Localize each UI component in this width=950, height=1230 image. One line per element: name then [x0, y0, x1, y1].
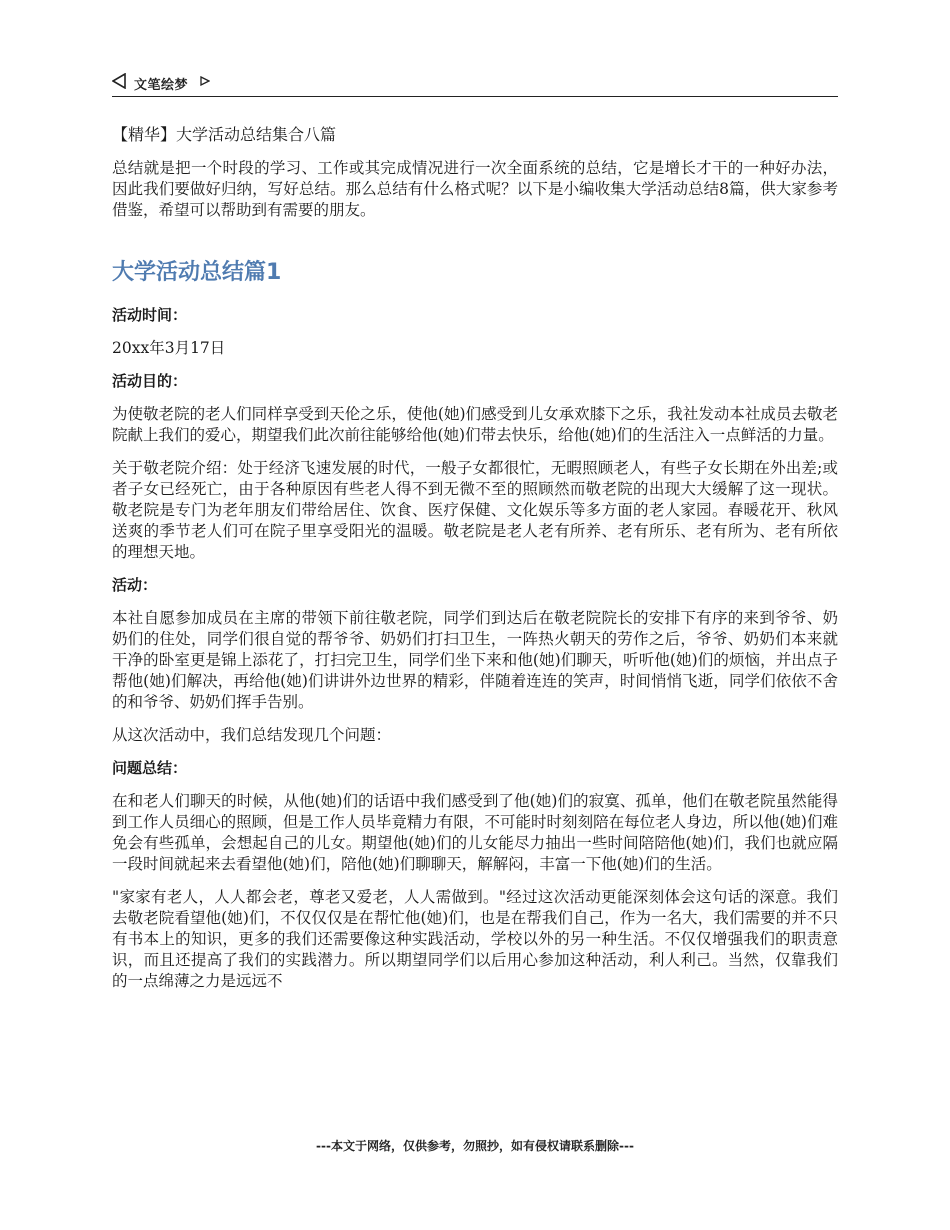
activity-time-label: 活动时间：: [112, 306, 188, 324]
closing-paragraph: "家家有老人，人人都会老，尊老又爱老，人人需做到。"经过这次活动更能深刻体会这句话的深意。我们去敬老院看望他(她)们，不仅仅仅是在帮忙他(她)们，也是在帮我们自己，作为一名大，我们需要的并不只有书本上的知识，更多的我们还需要像这种实践活动，学校以外的另一种生活。不仅仅增强我们的职责意识，而且还提高了我们的实践潜力。所以期望同学们以后用心参加这种活动，利人利己。当然，仅靠我们的一点绵薄之力是远远不: [112, 888, 838, 990]
problems-summary-label: 问题总结：: [112, 759, 188, 777]
activity-paragraph: 本社自愿参加成员在主席的带领下前往敬老院，同学们到达后在敬老院院长的安排下有序的来到爷爷、奶奶们的住处，同学们很自觉的帮爷爷、奶奶们打扫卫生，一阵热火朝天的劳作之后，爷爷、奶奶们本来就干净的卧室更是锦上添花了，打扫完卫生，同学们坐下来和他(她)们聊天，听听他(她)们的烦恼，并出点子帮他(她)们解决，再给他(她)们讲讲外边世界的精彩，伴随着连连的笑声，时间悄悄飞逝，同学们依依不舍的和爷爷、奶奶们挥手告别。: [112, 609, 838, 711]
activity-purpose-paragraph: 为使敬老院的老人们同样享受到天伦之乐，使他(她)们感受到儿女承欢膝下之乐，我社发动本社成员去敬老院献上我们的爱心，期望我们此次前往能够给他(她)们带去快乐，给他(她)们的生活注入一点鲜活的力量。: [112, 405, 838, 444]
activity-time-value: 20xx年3月17日: [112, 339, 226, 357]
triangle-right-icon: [200, 75, 210, 85]
document-body: [112, 124, 838, 1004]
problems-summary-paragraph: 在和老人们聊天的时候，从他(她)们的话语中我们感受到了他(她)们的寂寞、孤单，他们在敬老院虽然能得到工作人员细心的照顾，但是工作人员毕竟精力有限，不可能时时刻刻陪在每位老人身边，所以他(她)们难免会有些孤单，会想起自己的儿女。期望他(她)们的儿女能尽力抽出一些时间陪陪他(她)们，我们也就应隔一段时间就起来去看望他(她)们，陪他(她)们聊聊天，解解闷，丰富一下他(她)们的生活。: [112, 792, 838, 873]
section-heading: 大学活动总结篇1: [112, 260, 282, 285]
brand-name: 文笔绘梦: [134, 78, 189, 93]
page-footer: ---本文于网络，仅供参考，勿照抄，如有侵权请联系删除---: [316, 1139, 634, 1153]
activity-purpose-label: 活动目的：: [112, 372, 188, 390]
activity-label: 活动：: [112, 576, 158, 594]
page-header: [112, 70, 838, 97]
nursing-home-intro-paragraph: 关于敬老院介绍：处于经济飞速发展的时代，一般子女都很忙，无暇照顾老人，有些子女长期在外出差;或者子女已经死亡，由于各种原因有些老人得不到无微不至的照顾然而敬老院的出现大大缓解了这一现状。敬老院是专门为老年朋友们带给居住、饮食、医疗保健、文化娱乐等多方面的老人家园。春暖花开、秋风送爽的季节老人们可在院子里享受阳光的温暖。敬老院是老人老有所养、老有所乐、老有所为、老有所依的理想天地。: [112, 459, 838, 561]
problems-intro-paragraph: 从这次活动中，我们总结发现几个问题：: [112, 726, 392, 744]
document-title: 【精华】大学活动总结集合八篇: [112, 125, 337, 144]
intro-paragraph: 总结就是把一个时段的学习、工作或其完成情况进行一次全面系统的总结，它是增长才干的一种好办法，因此我们要做好归纳，写好总结。那么总结有什么格式呢？以下是小编收集大学活动总结8篇，供大家参考借鉴，希望可以帮助到有需要的朋友。: [112, 159, 838, 219]
triangle-left-icon: [112, 73, 126, 89]
